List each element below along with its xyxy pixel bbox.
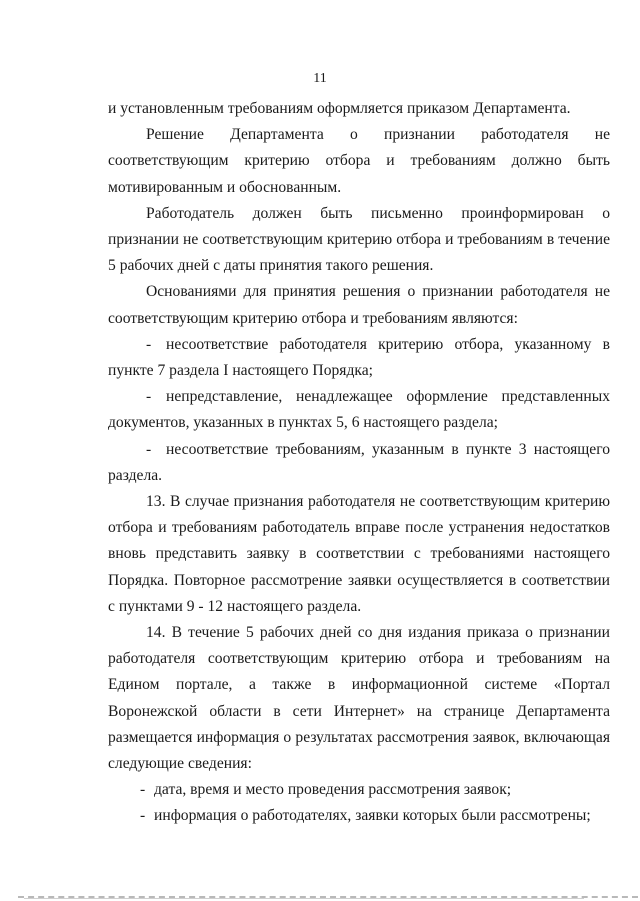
paragraph-decision: Решение Департамента о признании работодателя не соответствующим критерию отбора и требованиям должно быть мотивированным и обоснованным. <box>108 126 610 196</box>
paragraph-notification: Работодатель должен быть письменно проинформирован о признании не соответствующим критерию отбора и требованиям в течение 5 рабочих дней с даты принятия такого решения. <box>108 204 610 275</box>
list-item-ground <box>108 332 610 384</box>
scan-edge-line <box>24 898 584 899</box>
paragraph-14: 14. В течение 5 рабочих дней со дня издания приказа о признании работодателя соответствующим критерию отбора и требованиям на Едином портале, а также в информационной системе «Портал Воронежской области в сети Интернет» на странице Департамента размещается информация о результатах рассмотрения заявок, включающая следующие сведения: <box>108 624 610 773</box>
list-dash: - <box>146 440 152 458</box>
list-dash: - <box>140 807 146 825</box>
list-item-text: несоответствие требованиям, указанным в пункте 3 настоящего раздела. <box>108 440 610 484</box>
list-item-ground <box>108 437 610 489</box>
list-item-ground <box>108 384 610 436</box>
paragraph-grounds-intro: Основаниями для принятия решения о признании работодателя не соответствующим критерию отбора и требованиям являются: <box>108 283 610 327</box>
list-item-text: несоответствие работодателя критерию отбора, указанному в пункте 7 раздела I настоящего Порядка; <box>108 335 610 380</box>
page-number: 11 <box>313 71 327 86</box>
list-item-info <box>108 803 610 829</box>
list-item-text: информация о работодателях, заявки которых были рассмотрены; <box>154 807 591 825</box>
paragraph-13: 13. В случае признания работодателя не соответствующим критерию отбора и требованиям работодатель вправе после устранения недостатков вновь представить заявку в соответствии с требованиями настоящего Порядка. Повторное рассмотрение заявки осуществляется в соответствии с пунктами 9 - 12 настоящего раздела. <box>108 493 610 615</box>
paragraph-continuation: и установленным требованиям оформляется приказом Департамента. <box>108 100 571 117</box>
list-item-text: дата, время и место проведения рассмотрения заявок; <box>154 781 512 799</box>
list-dash: - <box>146 335 152 353</box>
list-item-text: непредставление, ненадлежащее оформление представленных документов, указанных в пунктах 5, 6 настоящего раздела; <box>108 388 610 432</box>
list-dash: - <box>140 781 146 799</box>
list-item-info <box>108 777 610 803</box>
document-body <box>108 96 610 830</box>
list-dash: - <box>146 388 152 406</box>
